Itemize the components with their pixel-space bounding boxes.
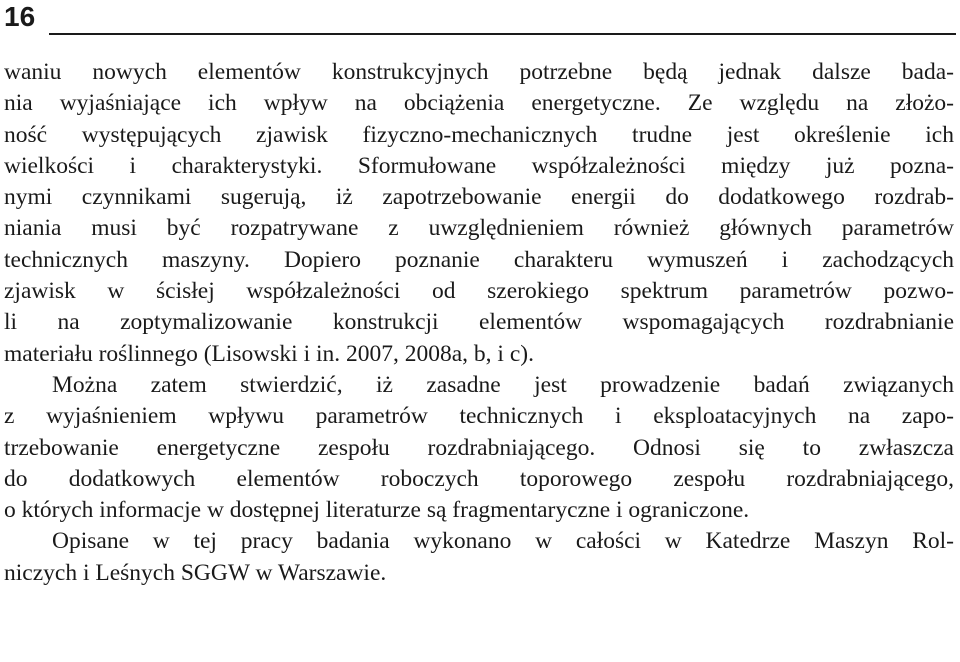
text-line: o których informacje w dostępnej literaturze są fragmentaryczne i ograniczone.	[4, 497, 750, 524]
text-line: niania musi być rozpatrywane z uwzględnieniem również głównych parametrów	[4, 215, 954, 242]
paragraph-2	[4, 370, 954, 526]
text-line: zjawisk w ścisłej współzależności od szerokiego spektrum parametrów pozwo-	[4, 278, 954, 305]
text-line: trzebowanie energetyczne zespołu rozdrabniającego. Odnosi się to zwłaszcza	[4, 434, 954, 461]
text-line: Można zatem stwierdzić, iż zasadne jest prowadzenie badań związanych	[52, 371, 954, 398]
text-line: wielkości i charakterystyki. Sformułowane współzależności między już pozna-	[4, 152, 954, 179]
text-line: materiału roślinnego (Lisowski i in. 2007, 2008a, b, i c).	[4, 340, 534, 367]
paragraph-1	[4, 57, 954, 370]
text-line: nymi czynnikami sugerują, iż zapotrzebowanie energii do dodatkowego rozdrab-	[4, 184, 954, 211]
text-line: do dodatkowych elementów roboczych toporowego zespołu rozdrabniającego,	[4, 465, 954, 492]
header-rule	[49, 33, 956, 35]
page-header	[0, 0, 960, 40]
text-line: waniu nowych elementów konstrukcyjnych potrzebne będą jednak dalsze bada-	[4, 59, 954, 85]
paragraph-3	[4, 526, 954, 589]
text-line: li na zoptymalizowanie konstrukcji elementów wspomagających rozdrabnianie	[4, 309, 954, 336]
text-line: Opisane w tej pracy badania wykonano w całości w Katedrze Maszyn Rol-	[52, 528, 954, 555]
body-text	[4, 57, 954, 589]
text-line: technicznych maszyny. Dopiero poznanie charakteru wymuszeń i zachodzących	[4, 246, 954, 273]
page-number: 16	[4, 1, 36, 32]
text-line: niczych i Leśnych SGGW w Warszawie.	[4, 559, 387, 586]
text-line: z wyjaśnieniem wpływu parametrów technicznych i eksploatacyjnych na zapo-	[4, 403, 954, 430]
text-line: ność występujących zjawisk fizyczno-mechanicznych trudne jest określenie ich	[4, 121, 954, 148]
text-line: nia wyjaśniające ich wpływ na obciążenia energetyczne. Ze względu na złożo-	[4, 90, 954, 117]
